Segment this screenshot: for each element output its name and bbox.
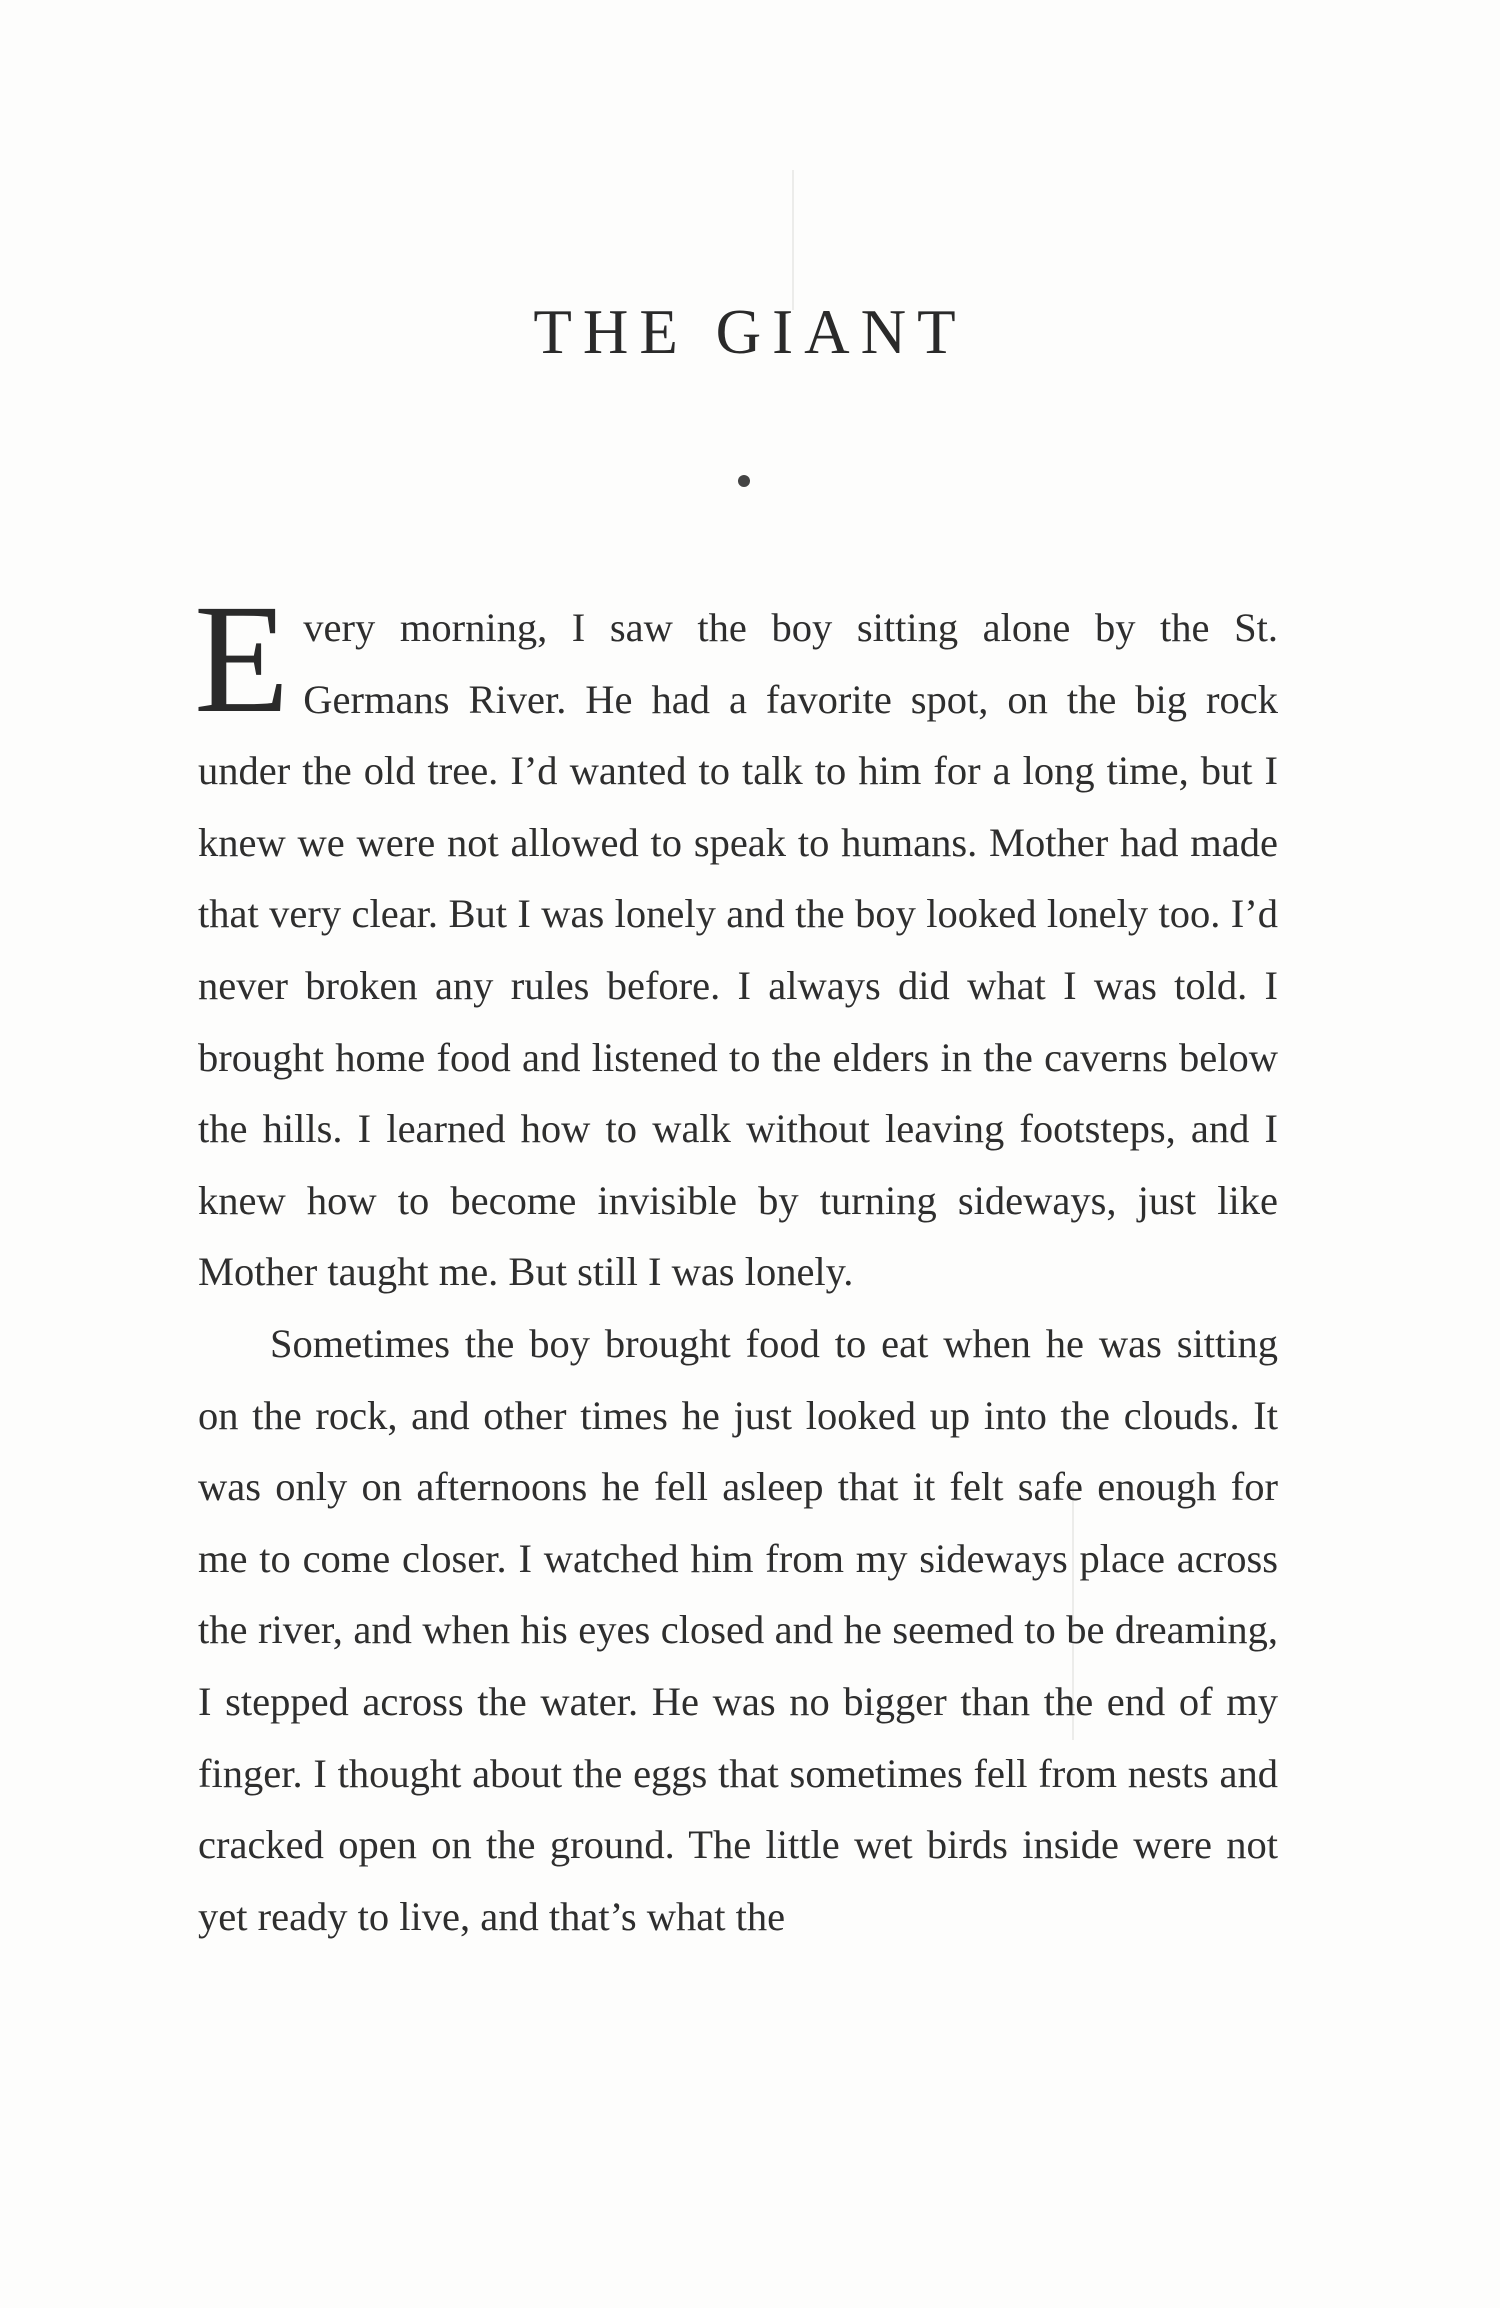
drop-cap: E	[194, 572, 290, 745]
paragraph-1	[194, 572, 1278, 1308]
body-text	[194, 572, 1278, 1952]
section-ornament	[738, 475, 750, 487]
chapter-title: THE GIANT	[533, 297, 967, 367]
scan-crease	[792, 170, 794, 310]
paragraph-2: Sometimes the boy brought food to eat when he was sitting on the rock, and other times he just looked up into the clouds. It was only on afternoons he fell asleep that it felt safe enough for me to come closer. I watched him from my sideways place across the river, and when his eyes closed and he seemed to be dreaming, I stepped across the water. He was no bigger than the end of my finger. I thought about the eggs that sometimes fell from nests and cracked open on the ground. The little wet birds inside were not yet ready to live, and that’s what the	[198, 1320, 1278, 1939]
paragraph-1-text: very morning, I saw the boy sitting alone by the St. Germans River. He had a favorite spot, on the big rock under the old tree. I’d wanted to talk to him for a long time, but I knew we were not allowed to speak to humans. Mother had made that very clear. But I was lonely and the boy looked lonely too. I’d never broken any rules before. I always did what I was told. I brought home food and listened to the elders in the caverns below the hills. I learned how to walk without leaving footsteps, and I knew how to become invisible by turning sideways, just like Mother taught me. But still I was lonely.	[198, 605, 1278, 1295]
